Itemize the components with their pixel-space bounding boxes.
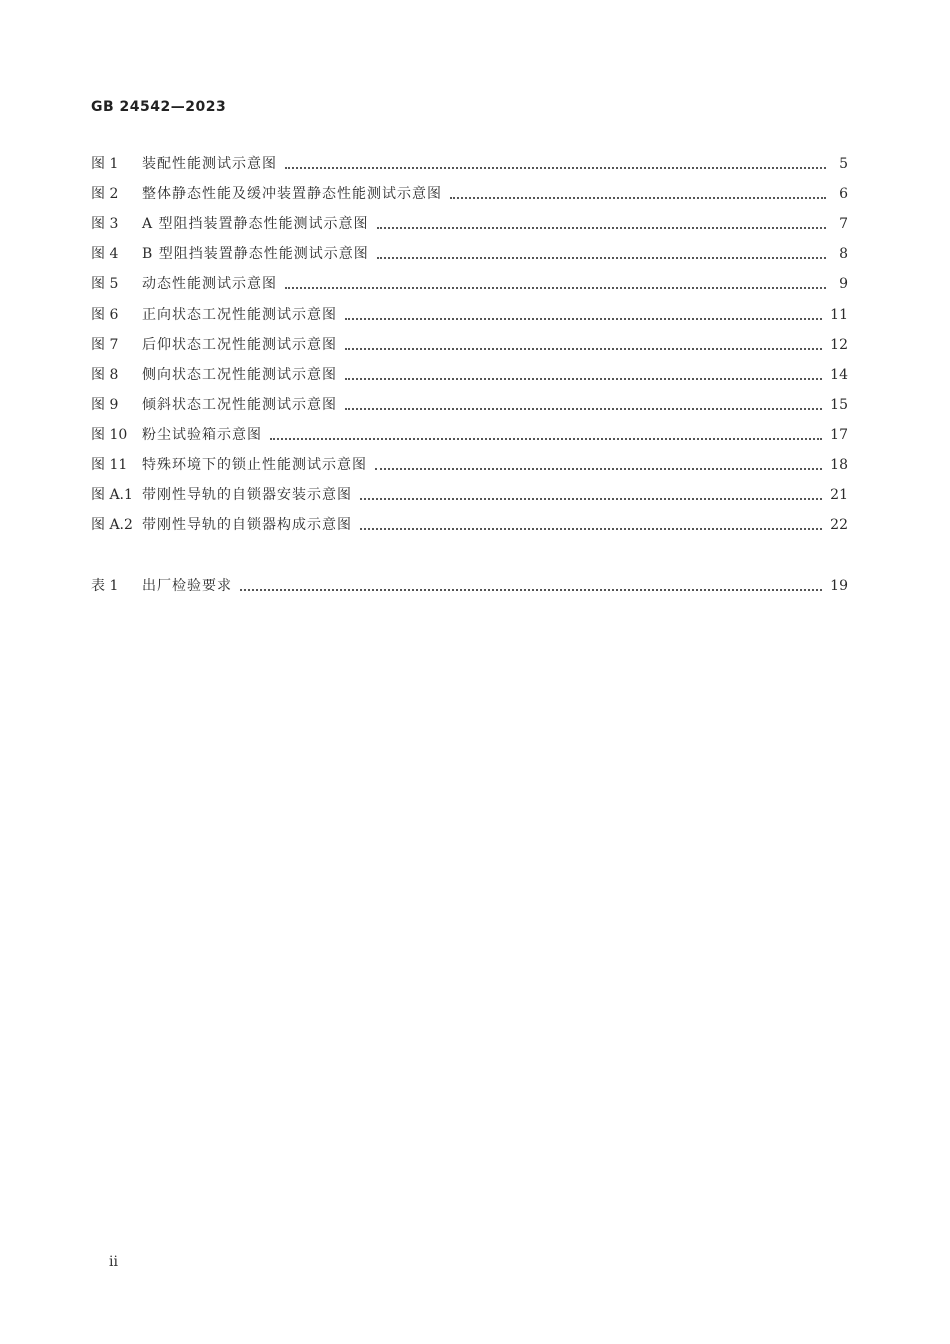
toc-entry-page: 11	[830, 306, 848, 323]
dot-leader	[270, 438, 822, 440]
toc-entry-page: 14	[830, 366, 848, 383]
toc-entry-title: 后仰状态工况性能测试示意图	[142, 336, 337, 353]
dot-leader	[377, 227, 826, 229]
toc-entry-label: 图 4	[91, 246, 119, 263]
standard-number-header: GB 24542—2023	[91, 99, 227, 115]
toc-entry[interactable]	[91, 505, 848, 535]
toc-entry-title: 装配性能测试示意图	[142, 156, 277, 173]
dot-leader	[375, 468, 822, 470]
dot-leader	[345, 348, 822, 350]
toc-entry-page: 12	[830, 336, 848, 353]
table-list	[91, 566, 848, 596]
toc-entry-page: 7	[839, 216, 848, 233]
toc-entry[interactable]	[91, 294, 848, 324]
toc-entry-title: 整体静态性能及缓冲装置静态性能测试示意图	[142, 186, 442, 203]
page-number: ii	[109, 1254, 118, 1270]
toc-entry-label: 图 9	[91, 396, 119, 413]
toc-entry-label: 图 7	[91, 336, 119, 353]
toc-entry-label: 图 10	[91, 426, 128, 443]
toc-entry-title: 正向状态工况性能测试示意图	[142, 306, 337, 323]
toc-entry[interactable]	[91, 445, 848, 475]
toc-entry[interactable]	[91, 566, 848, 596]
toc-entry[interactable]	[91, 204, 848, 234]
toc-entry-label: 图 2	[91, 186, 119, 203]
toc-entry[interactable]	[91, 234, 848, 264]
toc-entry[interactable]	[91, 385, 848, 415]
toc-entry[interactable]	[91, 264, 848, 294]
toc-entry-page: 9	[839, 276, 848, 293]
toc-entry-page: 22	[830, 517, 848, 534]
toc-entry-label: 图 A.2	[91, 517, 133, 534]
toc-entry-title: 带刚性导轨的自锁器安装示意图	[142, 487, 352, 504]
toc-entry[interactable]	[91, 144, 848, 174]
toc-entry-title: 侧向状态工况性能测试示意图	[142, 366, 337, 383]
toc-entry-page: 19	[830, 578, 848, 595]
dot-leader	[345, 378, 822, 380]
toc-entry-title: 带刚性导轨的自锁器构成示意图	[142, 517, 352, 534]
toc-entry-title: 特殊环境下的锁止性能测试示意图	[142, 457, 367, 474]
toc-entry-page: 18	[830, 457, 848, 474]
toc-entry[interactable]	[91, 415, 848, 445]
dot-leader	[240, 589, 822, 591]
dot-leader	[285, 167, 826, 169]
toc-entry[interactable]	[91, 174, 848, 204]
toc-entry-label: 图 1	[91, 156, 119, 173]
dot-leader	[450, 197, 826, 199]
dot-leader	[360, 528, 822, 530]
toc-entry-title: 粉尘试验箱示意图	[142, 426, 262, 443]
toc-entry-label: 表 1	[91, 578, 119, 595]
toc-entry-title: 动态性能测试示意图	[142, 276, 277, 293]
dot-leader	[377, 257, 826, 259]
toc-entry-label: 图 5	[91, 276, 119, 293]
toc-entry-title: 出厂检验要求	[142, 578, 232, 595]
toc-entry[interactable]	[91, 355, 848, 385]
figure-list	[91, 144, 848, 535]
toc-entry-page: 17	[830, 426, 848, 443]
toc-entry-title: A 型阻挡装置静态性能测试示意图	[142, 216, 369, 233]
dot-leader	[285, 287, 826, 289]
dot-leader	[360, 498, 822, 500]
dot-leader	[345, 318, 822, 320]
toc-entry-label: 图 8	[91, 366, 119, 383]
toc-entry-page: 15	[830, 396, 848, 413]
toc-entry-page: 6	[839, 186, 848, 203]
toc-entry[interactable]	[91, 325, 848, 355]
toc-entry-label: 图 3	[91, 216, 119, 233]
toc-entry-label: 图 11	[91, 457, 128, 474]
toc-entry-label: 图 A.1	[91, 487, 133, 504]
toc-entry-page: 5	[839, 156, 848, 173]
toc-entry-title: 倾斜状态工况性能测试示意图	[142, 396, 337, 413]
toc-entry-title: B 型阻挡装置静态性能测试示意图	[142, 246, 369, 263]
toc-entry-label: 图 6	[91, 306, 119, 323]
toc-entry-page: 21	[830, 487, 848, 504]
dot-leader	[345, 408, 822, 410]
toc-entry-page: 8	[839, 246, 848, 263]
toc-entry[interactable]	[91, 475, 848, 505]
